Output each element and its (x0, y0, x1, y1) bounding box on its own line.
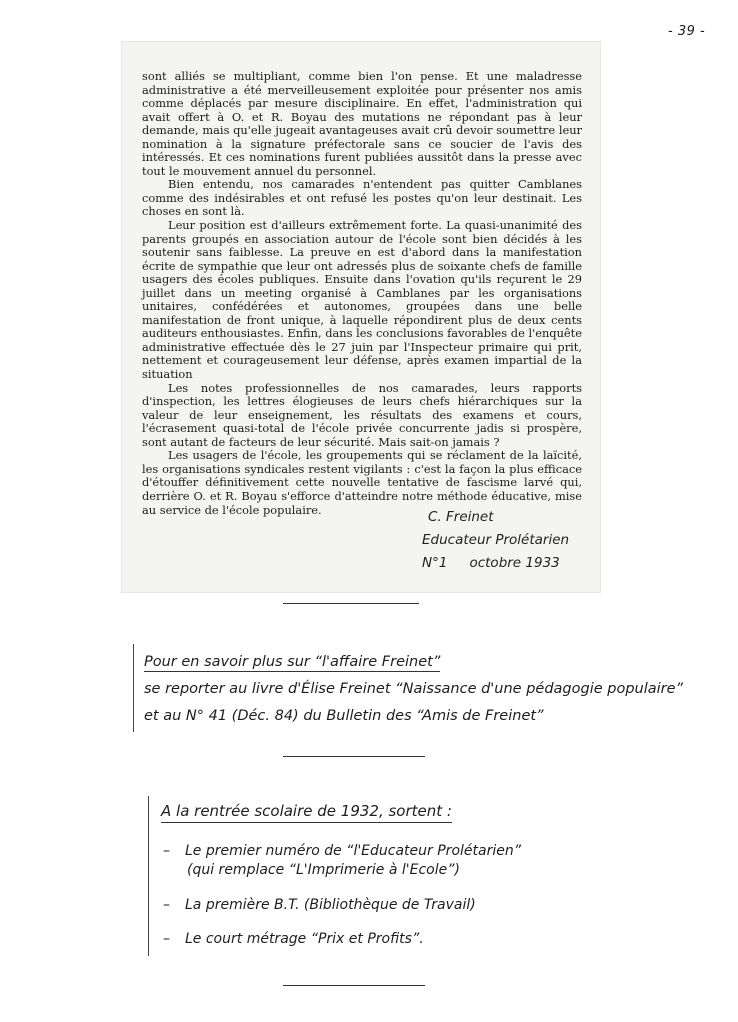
note-line-1 (144, 654, 440, 670)
divider-1 (283, 603, 419, 604)
article-paragraph: Les usagers de l'école, les groupements qui se réclament de la laïcité, les organisations syndicales restent vigilants : c'est la façon la plus efficace d'étouffer définitivement cette nouvelle tentative de fascisme larvé qui, derrière O. et R. Boyau s'efforce d'atteindre notre méthode éducative, mise au service de l'école populaire. (142, 448, 582, 517)
note-line-3: et au N° 41 (Déc. 84) du Bulletin des “Amis de Freinet” (144, 708, 544, 724)
rentree-heading: A la rentrée scolaire de 1932, sortent : (161, 802, 452, 823)
note-line-2: se reporter au livre d'Élise Freinet “Naissance d'une pédagogie populaire” (144, 681, 684, 697)
divider-2 (283, 756, 425, 757)
dash: – (163, 843, 170, 859)
signature-publication: Educateur Prolétarien (422, 532, 570, 548)
signature-name: C. Freinet (428, 509, 494, 525)
rentree-item-text: Le premier numéro de “l'Educateur Prolétarien” (185, 843, 521, 859)
rentree-note (148, 796, 589, 956)
dash: – (163, 897, 170, 913)
divider-3 (283, 985, 425, 986)
rentree-item (163, 931, 424, 947)
article-paragraph: Bien entendu, nos camarades n'entendent pas quitter Camblanes comme des indésirables et ont refusé les postes qu'on leur destinait. Les choses en sont là. (142, 177, 582, 219)
signature-block (422, 506, 569, 575)
issue-date: octobre 1933 (469, 555, 560, 571)
article-paragraph: Leur position est d'ailleurs extrêmement forte. La quasi-unanimité des parents groupés en association autour de l'école sont bien décidés à les soutenir sans faiblesse. La preuve en est d'abord dans la manifestation écrite de sympathie que leur ont adressés plus de soixante chefs de famille usagers des écoles publiques. Ensuite dans l'ovation qu'ils reçurent le 29 juillet dans un meeting organisé à Camblanes par les organisations unitaires, confédérées et autonomes, groupées dans une belle manifestation de front unique, à laquelle répondirent plus de deux cents auditeurs enthousiastes. Enfin, dans les conclusions favorables de l'enquête administrative effectuée dès le 27 juin par l'Inspecteur primaire qui prit, nettement et courageusement leur défense, après examen impartial de la situation (142, 218, 582, 382)
article-text (142, 70, 582, 517)
rentree-item-text: Le court métrage “Prix et Profits”. (185, 931, 424, 947)
rentree-item-note: (qui remplace “L'Imprimerie à l'Ecole”) (187, 862, 460, 878)
rentree-item (163, 897, 476, 913)
rentree-item (163, 843, 521, 859)
dash: – (163, 931, 170, 947)
note-line-1-text: Pour en savoir plus sur “l'affaire Freinet” (144, 654, 441, 670)
signature-issue (422, 552, 569, 575)
issue-number: N°1 (422, 555, 448, 571)
rentree-item-text: La première B.T. (Bibliothèque de Travail) (185, 897, 476, 913)
article-paragraph: Les notes professionnelles de nos camarades, leurs rapports d'inspection, les lettres élogieuses de leurs chefs hiérarchiques sur la valeur de leur enseignement, les résultats des examens et cours, l'écrasement quasi-total de l'école privée concurrente jadis si prospère, sont autant de facteurs de leur sécurité. Mais sait-on jamais ? (142, 380, 582, 449)
further-reading-note (133, 644, 684, 732)
article-paragraph: sont alliés se multipliant, comme bien l'on pense. Et une maladresse administrative a été merveilleusement exploitée pour présenter nos amis comme déplacés par mesure disciplinaire. En effet, l'administration qui avait offert à O. et R. Boyau des mutations ne répondant pas à leur demande, mais qu'elle jugeait avantageuses avait crû devoir soumettre leur nomination à la signature préfectorale sans ce soucier de l'avis des intéressés. Et ces nominations furent publiées aussitôt dans la presse avec tout le mouvement annuel du personnel. (142, 69, 582, 178)
page-number: - 39 - (668, 24, 706, 39)
